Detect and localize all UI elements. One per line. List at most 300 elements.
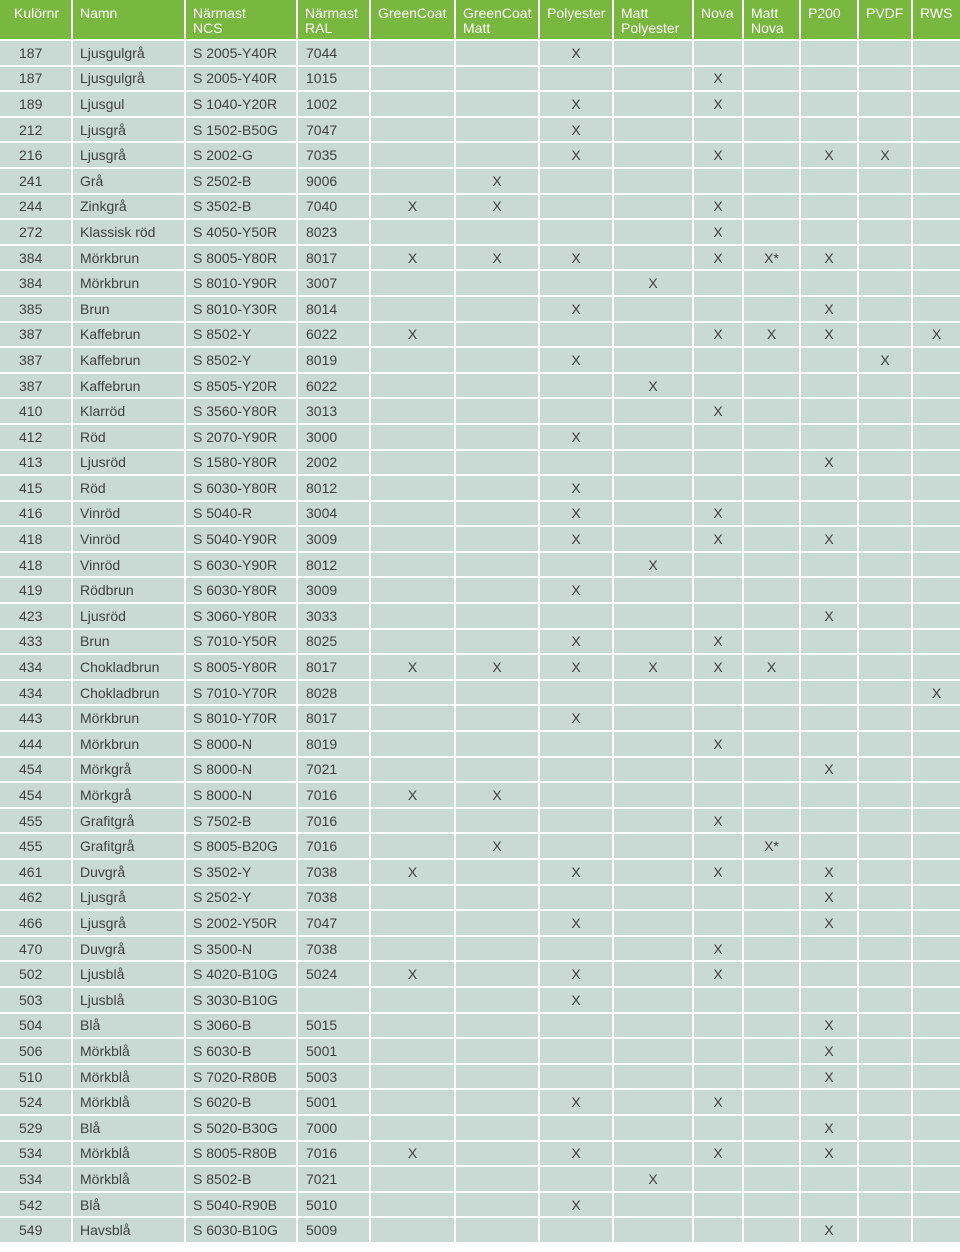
cell-polyester: X — [539, 705, 613, 731]
cell-matt-nova — [743, 91, 800, 117]
table-row — [0, 142, 960, 168]
cell-greencoat: X — [370, 194, 455, 220]
cell-namn: Ljusblå — [72, 987, 185, 1013]
cell-rws: X — [912, 322, 960, 348]
cell-rws — [912, 450, 960, 476]
cell-narmast-ncs: S 3060-Y80R — [185, 603, 297, 629]
table-row — [0, 1217, 960, 1243]
cell-greencoat — [370, 398, 455, 424]
cell-rws — [912, 142, 960, 168]
cell-nova: X — [693, 526, 743, 552]
cell-kulornr: 433 — [0, 629, 72, 655]
table-row — [0, 270, 960, 296]
cell-namn: Blå — [72, 1013, 185, 1039]
cell-rws — [912, 219, 960, 245]
cell-nova — [693, 450, 743, 476]
cell-polyester — [539, 603, 613, 629]
table-row — [0, 501, 960, 527]
cell-matt-polyester: X — [613, 1166, 693, 1192]
cell-kulornr: 384 — [0, 245, 72, 271]
cell-namn: Ljusgulgrå — [72, 66, 185, 92]
cell-matt-nova — [743, 194, 800, 220]
cell-polyester — [539, 1013, 613, 1039]
cell-greencoat-matt — [455, 859, 539, 885]
cell-polyester: X — [539, 629, 613, 655]
cell-polyester: X — [539, 142, 613, 168]
cell-polyester: X — [539, 475, 613, 501]
cell-namn: Mörkblå — [72, 1064, 185, 1090]
cell-rws — [912, 603, 960, 629]
cell-matt-nova: X* — [743, 245, 800, 271]
cell-narmast-ral: 8019 — [297, 347, 370, 373]
cell-kulornr: 187 — [0, 66, 72, 92]
cell-narmast-ral: 3004 — [297, 501, 370, 527]
table-row — [0, 219, 960, 245]
cell-kulornr: 470 — [0, 936, 72, 962]
cell-rws — [912, 40, 960, 66]
cell-namn: Mörkblå — [72, 1089, 185, 1115]
cell-kulornr: 534 — [0, 1141, 72, 1167]
cell-matt-polyester — [613, 398, 693, 424]
cell-narmast-ral: 3009 — [297, 526, 370, 552]
cell-p200 — [800, 1166, 858, 1192]
cell-namn: Vinröd — [72, 552, 185, 578]
cell-nova — [693, 1064, 743, 1090]
cell-pvdf — [858, 322, 912, 348]
cell-rws — [912, 705, 960, 731]
cell-narmast-ral: 8019 — [297, 731, 370, 757]
cell-polyester — [539, 1038, 613, 1064]
cell-greencoat-matt — [455, 270, 539, 296]
cell-greencoat — [370, 577, 455, 603]
cell-matt-nova — [743, 117, 800, 143]
table-row — [0, 398, 960, 424]
cell-matt-polyester — [613, 501, 693, 527]
cell-greencoat-matt — [455, 731, 539, 757]
cell-pvdf — [858, 91, 912, 117]
cell-greencoat-matt: X — [455, 654, 539, 680]
cell-pvdf — [858, 296, 912, 322]
cell-narmast-ncs: S 2070-Y90R — [185, 424, 297, 450]
cell-p200 — [800, 987, 858, 1013]
cell-namn: Mörkgrå — [72, 782, 185, 808]
cell-narmast-ncs: S 2002-Y50R — [185, 910, 297, 936]
cell-narmast-ral: 5009 — [297, 1217, 370, 1243]
cell-polyester — [539, 552, 613, 578]
cell-matt-nova — [743, 450, 800, 476]
cell-rws — [912, 501, 960, 527]
cell-narmast-ral: 3013 — [297, 398, 370, 424]
cell-narmast-ncs: S 6030-Y80R — [185, 475, 297, 501]
table-row — [0, 808, 960, 834]
cell-namn: Brun — [72, 629, 185, 655]
cell-matt-polyester — [613, 731, 693, 757]
cell-rws — [912, 885, 960, 911]
cell-narmast-ncs: S 3030-B10G — [185, 987, 297, 1013]
cell-kulornr: 413 — [0, 450, 72, 476]
cell-matt-nova — [743, 1166, 800, 1192]
table-row — [0, 1064, 960, 1090]
cell-pvdf — [858, 629, 912, 655]
cell-nova — [693, 910, 743, 936]
cell-polyester — [539, 1115, 613, 1141]
cell-polyester: X — [539, 526, 613, 552]
cell-greencoat-matt: X — [455, 194, 539, 220]
cell-kulornr: 189 — [0, 91, 72, 117]
cell-greencoat-matt — [455, 475, 539, 501]
cell-kulornr: 455 — [0, 808, 72, 834]
cell-greencoat-matt — [455, 1038, 539, 1064]
cell-kulornr: 187 — [0, 40, 72, 66]
cell-rws — [912, 296, 960, 322]
cell-p200 — [800, 629, 858, 655]
cell-nova: X — [693, 142, 743, 168]
cell-greencoat-matt — [455, 885, 539, 911]
cell-greencoat: X — [370, 1141, 455, 1167]
cell-narmast-ral: 9006 — [297, 168, 370, 194]
cell-kulornr: 418 — [0, 552, 72, 578]
cell-namn: Ljusblå — [72, 961, 185, 987]
table-row — [0, 910, 960, 936]
cell-namn: Mörkgrå — [72, 757, 185, 783]
cell-kulornr: 385 — [0, 296, 72, 322]
cell-p200 — [800, 117, 858, 143]
cell-namn: Ljusgul — [72, 91, 185, 117]
cell-narmast-ncs: S 2005-Y40R — [185, 66, 297, 92]
cell-narmast-ncs: S 7020-R80B — [185, 1064, 297, 1090]
cell-pvdf — [858, 577, 912, 603]
table-row — [0, 91, 960, 117]
cell-greencoat-matt — [455, 987, 539, 1013]
table-row — [0, 194, 960, 220]
cell-narmast-ncs: S 6030-B — [185, 1038, 297, 1064]
cell-matt-polyester — [613, 1089, 693, 1115]
cell-matt-polyester — [613, 987, 693, 1013]
cell-matt-nova — [743, 296, 800, 322]
cell-p200 — [800, 270, 858, 296]
cell-rws — [912, 1166, 960, 1192]
cell-matt-polyester — [613, 142, 693, 168]
cell-p200 — [800, 91, 858, 117]
cell-rws — [912, 1064, 960, 1090]
cell-pvdf — [858, 731, 912, 757]
cell-pvdf — [858, 40, 912, 66]
cell-pvdf — [858, 680, 912, 706]
cell-namn: Röd — [72, 475, 185, 501]
cell-greencoat — [370, 270, 455, 296]
table-row — [0, 961, 960, 987]
cell-pvdf — [858, 1217, 912, 1243]
cell-narmast-ncs: S 5040-R90B — [185, 1192, 297, 1218]
cell-pvdf — [858, 1064, 912, 1090]
cell-narmast-ncs: S 8005-Y80R — [185, 245, 297, 271]
cell-pvdf — [858, 910, 912, 936]
cell-polyester — [539, 808, 613, 834]
cell-rws — [912, 347, 960, 373]
cell-narmast-ncs: S 5020-B30G — [185, 1115, 297, 1141]
cell-p200 — [800, 40, 858, 66]
cell-polyester: X — [539, 859, 613, 885]
cell-matt-nova — [743, 987, 800, 1013]
cell-greencoat — [370, 373, 455, 399]
cell-narmast-ncs: S 6030-Y90R — [185, 552, 297, 578]
cell-polyester: X — [539, 961, 613, 987]
cell-rws — [912, 910, 960, 936]
cell-nova — [693, 270, 743, 296]
cell-matt-nova — [743, 629, 800, 655]
cell-greencoat — [370, 1115, 455, 1141]
cell-matt-polyester — [613, 629, 693, 655]
cell-narmast-ral: 8017 — [297, 705, 370, 731]
cell-pvdf: X — [858, 347, 912, 373]
cell-namn: Kaffebrun — [72, 322, 185, 348]
cell-greencoat — [370, 936, 455, 962]
cell-narmast-ral: 5001 — [297, 1038, 370, 1064]
cell-narmast-ral: 5001 — [297, 1089, 370, 1115]
cell-narmast-ral: 7000 — [297, 1115, 370, 1141]
cell-matt-polyester — [613, 219, 693, 245]
cell-namn: Kaffebrun — [72, 347, 185, 373]
cell-nova — [693, 833, 743, 859]
cell-namn: Ljusgrå — [72, 910, 185, 936]
cell-pvdf — [858, 552, 912, 578]
cell-rws — [912, 526, 960, 552]
cell-matt-polyester — [613, 1013, 693, 1039]
cell-pvdf — [858, 475, 912, 501]
cell-p200 — [800, 808, 858, 834]
cell-greencoat-matt — [455, 1192, 539, 1218]
cell-greencoat-matt: X — [455, 833, 539, 859]
table-row — [0, 936, 960, 962]
cell-matt-polyester — [613, 117, 693, 143]
cell-namn: Brun — [72, 296, 185, 322]
cell-matt-polyester — [613, 347, 693, 373]
cell-pvdf — [858, 936, 912, 962]
cell-polyester: X — [539, 347, 613, 373]
cell-pvdf — [858, 450, 912, 476]
cell-rws — [912, 577, 960, 603]
cell-matt-nova — [743, 526, 800, 552]
cell-matt-polyester: X — [613, 552, 693, 578]
cell-greencoat — [370, 450, 455, 476]
table-row — [0, 552, 960, 578]
cell-matt-nova — [743, 577, 800, 603]
cell-matt-polyester — [613, 40, 693, 66]
cell-narmast-ral: 5003 — [297, 1064, 370, 1090]
cell-greencoat — [370, 552, 455, 578]
table-row — [0, 475, 960, 501]
cell-p200: X — [800, 1217, 858, 1243]
cell-pvdf — [858, 398, 912, 424]
cell-kulornr: 542 — [0, 1192, 72, 1218]
cell-matt-polyester — [613, 859, 693, 885]
cell-p200 — [800, 654, 858, 680]
cell-greencoat — [370, 1064, 455, 1090]
cell-namn: Chokladbrun — [72, 680, 185, 706]
cell-matt-nova — [743, 347, 800, 373]
cell-matt-polyester — [613, 680, 693, 706]
cell-polyester — [539, 373, 613, 399]
cell-rws — [912, 987, 960, 1013]
cell-narmast-ral: 6022 — [297, 373, 370, 399]
cell-greencoat: X — [370, 859, 455, 885]
cell-kulornr: 387 — [0, 322, 72, 348]
cell-matt-nova — [743, 910, 800, 936]
cell-pvdf — [858, 194, 912, 220]
cell-pvdf — [858, 219, 912, 245]
cell-matt-polyester: X — [613, 654, 693, 680]
column-header-matt-polyester: Matt Polyester — [613, 0, 693, 40]
cell-pvdf — [858, 757, 912, 783]
cell-polyester — [539, 757, 613, 783]
cell-p200 — [800, 398, 858, 424]
column-header-nova: Nova — [693, 0, 743, 40]
cell-kulornr: 454 — [0, 782, 72, 808]
cell-kulornr: 524 — [0, 1089, 72, 1115]
cell-rws — [912, 424, 960, 450]
cell-greencoat — [370, 424, 455, 450]
cell-rws — [912, 398, 960, 424]
cell-kulornr: 387 — [0, 347, 72, 373]
cell-narmast-ral: 7021 — [297, 1166, 370, 1192]
cell-greencoat-matt — [455, 1064, 539, 1090]
cell-narmast-ncs: S 7010-Y70R — [185, 680, 297, 706]
cell-p200 — [800, 961, 858, 987]
cell-matt-polyester — [613, 450, 693, 476]
cell-kulornr: 415 — [0, 475, 72, 501]
column-header-narmast-ncs: Närmast NCS — [185, 0, 297, 40]
cell-matt-polyester: X — [613, 373, 693, 399]
cell-p200 — [800, 194, 858, 220]
cell-polyester — [539, 168, 613, 194]
cell-matt-polyester — [613, 475, 693, 501]
cell-rws — [912, 936, 960, 962]
cell-narmast-ral: 7047 — [297, 910, 370, 936]
cell-matt-polyester: X — [613, 270, 693, 296]
cell-rws — [912, 373, 960, 399]
cell-rws — [912, 1217, 960, 1243]
cell-greencoat — [370, 910, 455, 936]
cell-p200: X — [800, 450, 858, 476]
cell-polyester — [539, 322, 613, 348]
cell-narmast-ral: 8025 — [297, 629, 370, 655]
cell-namn: Mörkbrun — [72, 270, 185, 296]
table-row — [0, 296, 960, 322]
cell-narmast-ncs: S 8005-Y80R — [185, 654, 297, 680]
cell-kulornr: 212 — [0, 117, 72, 143]
cell-matt-polyester — [613, 66, 693, 92]
cell-p200: X — [800, 603, 858, 629]
cell-rws — [912, 1089, 960, 1115]
cell-p200 — [800, 833, 858, 859]
table-row — [0, 705, 960, 731]
cell-kulornr: 462 — [0, 885, 72, 911]
cell-polyester — [539, 1064, 613, 1090]
cell-matt-nova — [743, 373, 800, 399]
cell-narmast-ncs: S 4050-Y50R — [185, 219, 297, 245]
cell-greencoat-matt — [455, 680, 539, 706]
cell-kulornr: 455 — [0, 833, 72, 859]
cell-nova: X — [693, 194, 743, 220]
cell-namn: Grafitgrå — [72, 808, 185, 834]
cell-p200: X — [800, 1013, 858, 1039]
cell-nova: X — [693, 808, 743, 834]
cell-matt-nova — [743, 782, 800, 808]
cell-pvdf — [858, 117, 912, 143]
cell-p200: X — [800, 910, 858, 936]
cell-nova: X — [693, 859, 743, 885]
cell-narmast-ral: 7047 — [297, 117, 370, 143]
cell-nova — [693, 168, 743, 194]
table-row — [0, 1013, 960, 1039]
cell-greencoat — [370, 731, 455, 757]
cell-kulornr: 410 — [0, 398, 72, 424]
cell-polyester — [539, 1166, 613, 1192]
cell-polyester: X — [539, 1089, 613, 1115]
cell-narmast-ral: 6022 — [297, 322, 370, 348]
table-row — [0, 629, 960, 655]
cell-polyester — [539, 450, 613, 476]
cell-greencoat-matt — [455, 526, 539, 552]
cell-matt-polyester — [613, 1038, 693, 1064]
cell-greencoat — [370, 885, 455, 911]
cell-nova — [693, 680, 743, 706]
cell-pvdf — [858, 961, 912, 987]
cell-p200 — [800, 680, 858, 706]
table-row — [0, 40, 960, 66]
cell-matt-polyester — [613, 1115, 693, 1141]
cell-greencoat-matt — [455, 629, 539, 655]
cell-greencoat — [370, 1038, 455, 1064]
cell-nova: X — [693, 66, 743, 92]
cell-narmast-ral: 2002 — [297, 450, 370, 476]
cell-pvdf — [858, 1089, 912, 1115]
cell-greencoat-matt — [455, 91, 539, 117]
cell-namn: Mörkbrun — [72, 731, 185, 757]
cell-narmast-ral: 3009 — [297, 577, 370, 603]
cell-matt-polyester — [613, 885, 693, 911]
cell-polyester — [539, 782, 613, 808]
cell-nova — [693, 117, 743, 143]
cell-narmast-ral: 3007 — [297, 270, 370, 296]
cell-narmast-ral: 7016 — [297, 1141, 370, 1167]
cell-kulornr: 387 — [0, 373, 72, 399]
cell-matt-nova — [743, 219, 800, 245]
cell-greencoat — [370, 91, 455, 117]
cell-namn: Klassisk röd — [72, 219, 185, 245]
cell-nova: X — [693, 1089, 743, 1115]
table-row — [0, 1166, 960, 1192]
cell-narmast-ral: 8028 — [297, 680, 370, 706]
table-row — [0, 66, 960, 92]
cell-matt-polyester — [613, 577, 693, 603]
cell-nova — [693, 1217, 743, 1243]
cell-pvdf — [858, 603, 912, 629]
cell-narmast-ral: 8017 — [297, 245, 370, 271]
cell-greencoat — [370, 603, 455, 629]
cell-matt-polyester — [613, 1141, 693, 1167]
cell-greencoat-matt — [455, 117, 539, 143]
cell-greencoat — [370, 987, 455, 1013]
cell-pvdf — [858, 885, 912, 911]
cell-greencoat — [370, 501, 455, 527]
cell-kulornr: 241 — [0, 168, 72, 194]
cell-polyester: X — [539, 245, 613, 271]
cell-narmast-ncs: S 3060-B — [185, 1013, 297, 1039]
cell-nova — [693, 603, 743, 629]
cell-greencoat-matt — [455, 757, 539, 783]
cell-narmast-ral: 3000 — [297, 424, 370, 450]
